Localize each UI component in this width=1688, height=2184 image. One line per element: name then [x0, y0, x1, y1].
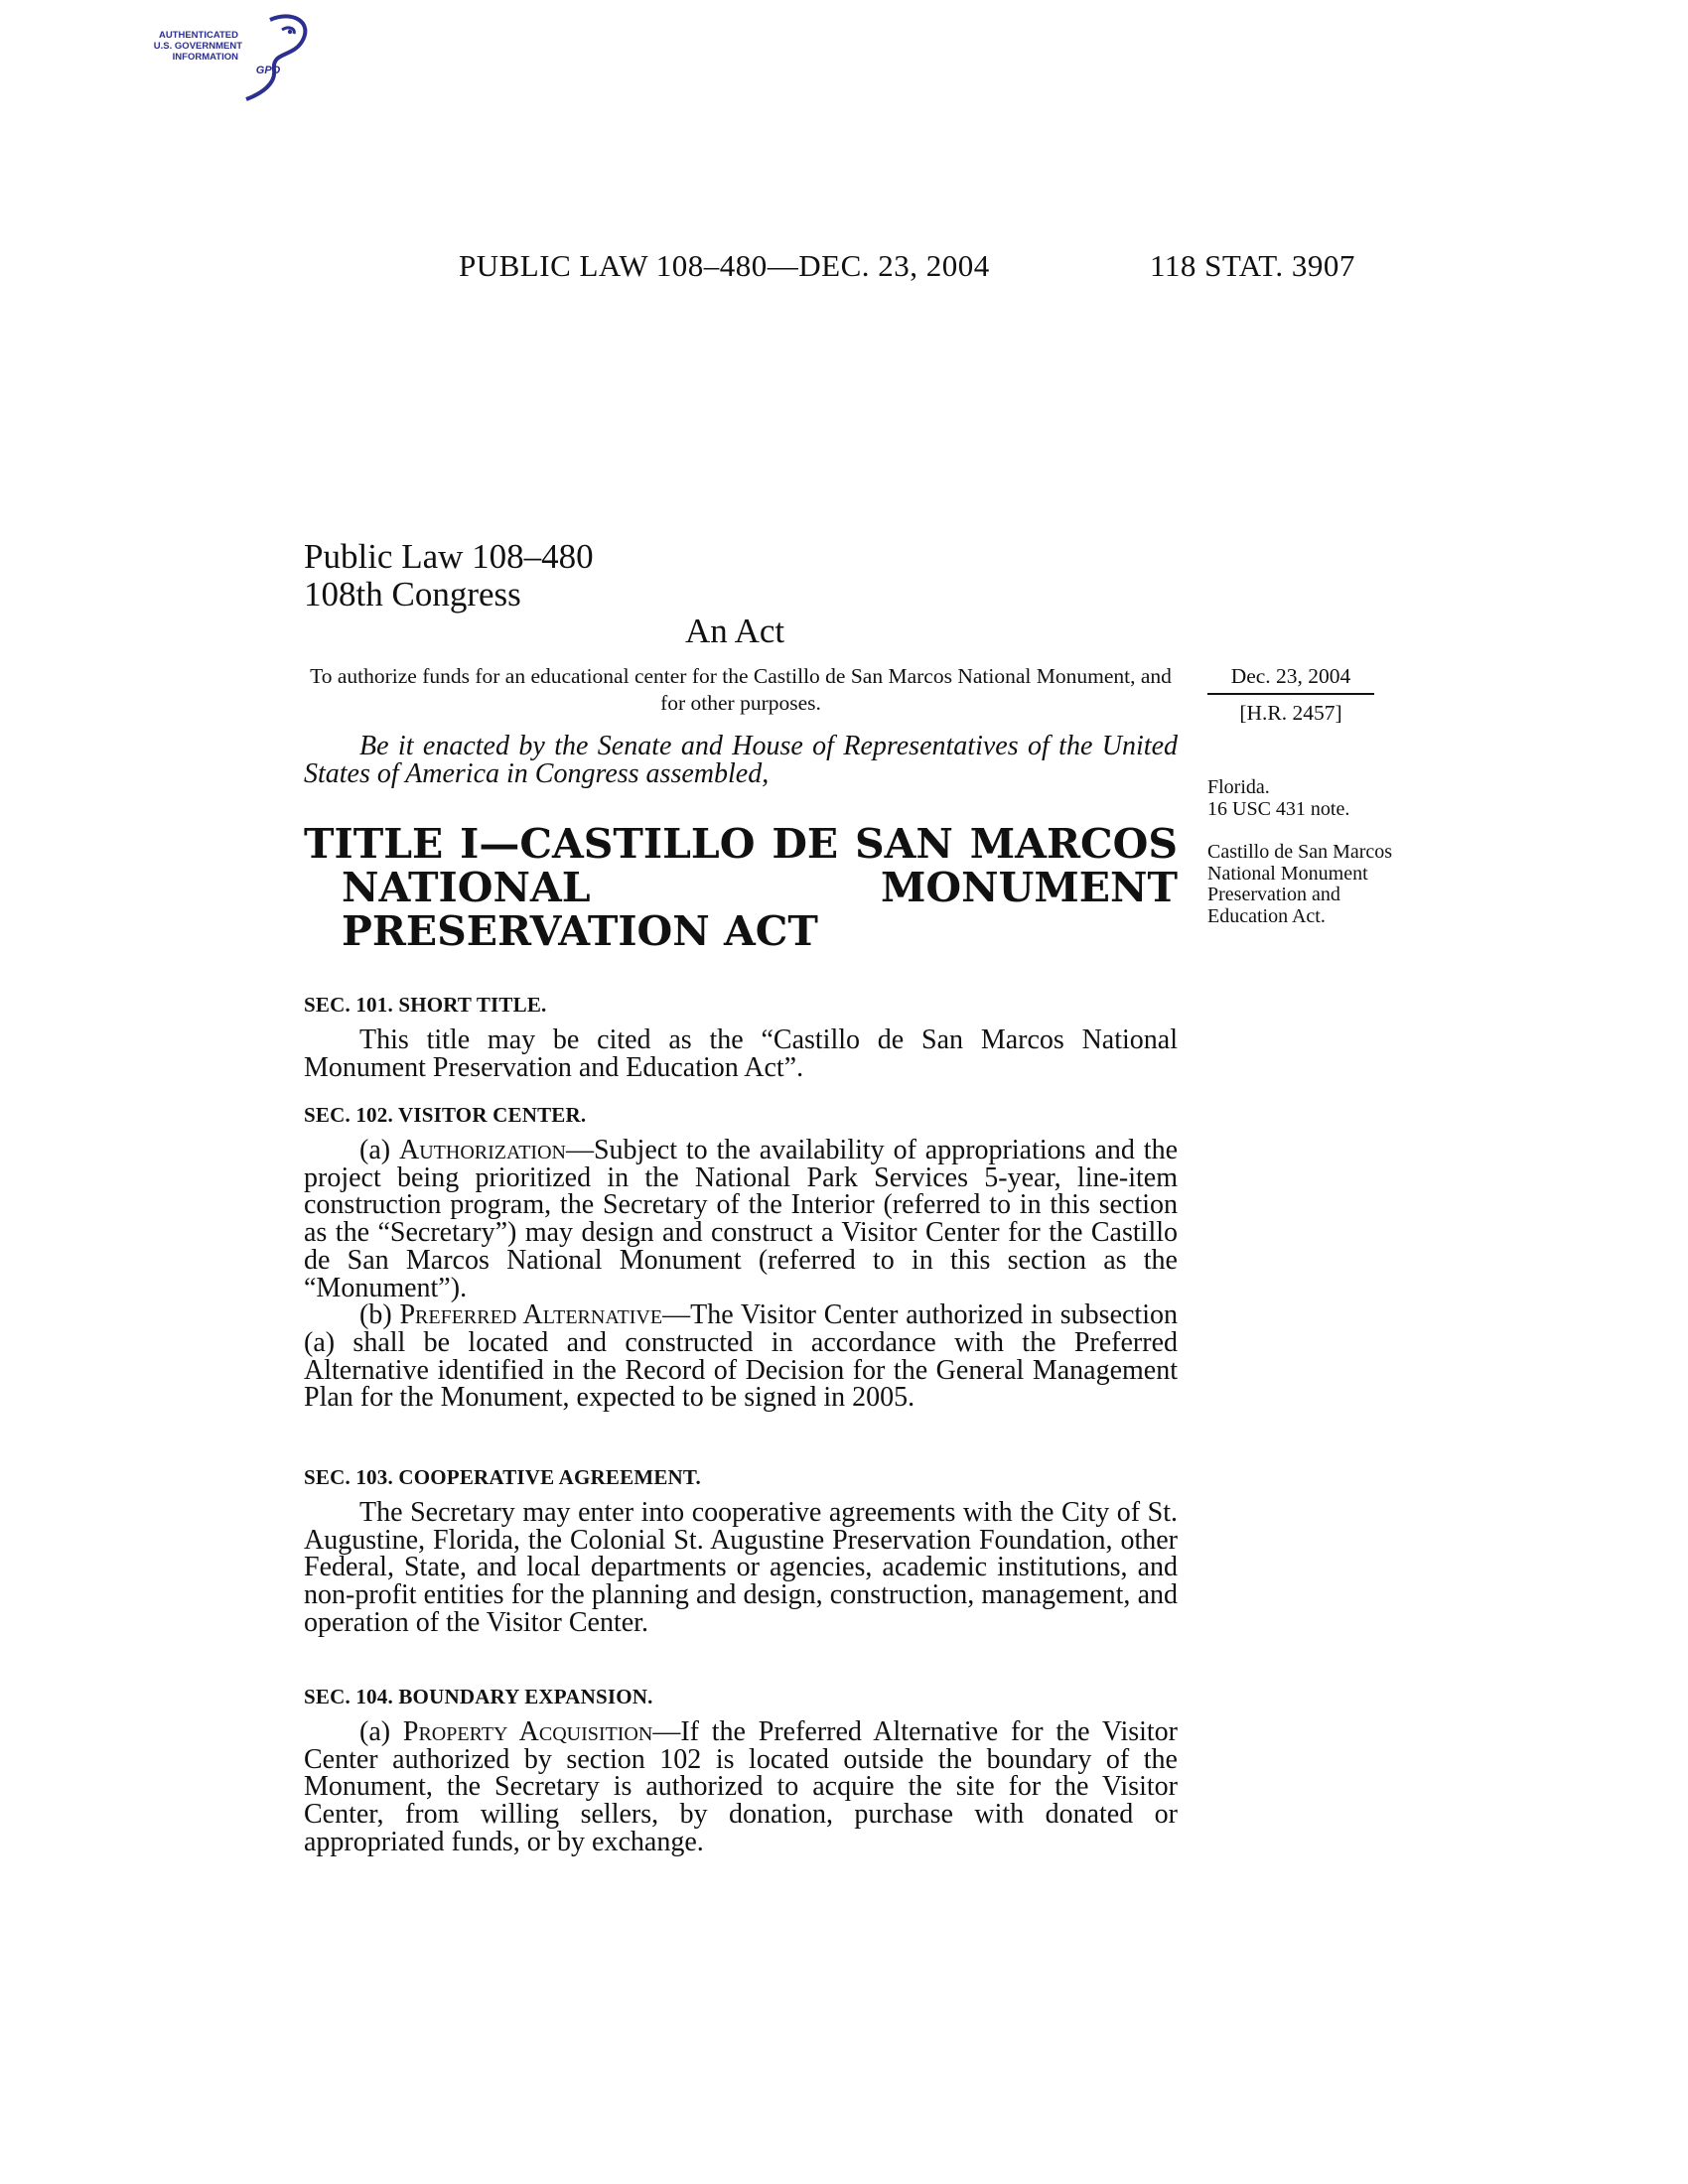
law-identification: [304, 538, 594, 614]
enactment-date: Dec. 23, 2004: [1230, 664, 1351, 688]
sec-104-heading: SEC. 104. BOUNDARY EXPANSION.: [304, 1685, 653, 1708]
sec-102-b-text: —The Visitor Center authorized in subsection (a) shall be located and constructed in accordance with the Preferred Alternative identified in the Record of Decision for the General Management Plan for the Monument, expected to be signed in 2005.: [304, 1299, 1178, 1414]
sec-102-heading: SEC. 102. VISITOR CENTER.: [304, 1103, 587, 1127]
enacting-clause-text: Be it enacted by the Senate and House of Representatives of the United States of America in Congress assembled,: [304, 731, 1178, 789]
logo-line-2: U.S. GOVERNMENT: [153, 41, 242, 52]
public-law-number: Public Law 108–480: [304, 537, 594, 576]
enacting-clause: [304, 733, 1178, 787]
sidenote-florida-text: Florida.: [1207, 776, 1270, 798]
logo-line-1: AUTHENTICATED: [158, 30, 238, 41]
logo-line-4: GPO: [255, 65, 281, 76]
act-label: An Act: [685, 612, 785, 650]
congress-number: 108th Congress: [304, 575, 521, 614]
sec-104-subsection-a: [304, 1718, 1178, 1856]
act-purpose: To authorize funds for an educational center for the Castillo de San Marcos National Monument, and for other purposes.: [310, 664, 1172, 715]
sec-104-a-label: (a): [359, 1716, 403, 1747]
running-head-left: PUBLIC LAW 108–480—DEC. 23, 2004: [459, 248, 990, 283]
sidenote-florida: [1207, 777, 1396, 820]
sidenote-short-title: Castillo de San Marcos National Monument Preservation and Education Act.: [1207, 841, 1393, 927]
sec-102-subsection-b: [304, 1301, 1178, 1412]
sec-104-a-caption: Property Acquisition: [402, 1716, 653, 1747]
sec-101-text: This title may be cited as the “Castillo de San Marcos National Monument Preservation and Education Act”.: [304, 1024, 1178, 1083]
sec-103-heading: SEC. 103. COOPERATIVE AGREEMENT.: [304, 1465, 702, 1489]
sec-102-a-label: (a): [359, 1135, 399, 1165]
gpo-eagle-icon: [143, 12, 322, 101]
margin-rule: [1207, 693, 1374, 695]
sec-103-text: The Secretary may enter into cooperative agreements with the City of St. Augustine, Florida, the Colonial St. Augustine Preservation Foundation, other Federal, State, and local departments or agencies, academic institutions, and non-profit entities for the planning and design, construction, management, and operation of the Visitor Center.: [304, 1497, 1178, 1638]
sec-102-subsection-a: [304, 1137, 1178, 1301]
sec-102-b-label: (b): [359, 1299, 400, 1331]
title-heading: TITLE I—CASTILLO DE SAN MARCOS NATIONAL MONUMENT PRESERVATION ACT: [304, 820, 1178, 955]
sec-104-body: [304, 1718, 1178, 1856]
margin-date-block: [1207, 663, 1374, 727]
sidenote-usc-text: 16 USC 431 note.: [1207, 797, 1350, 820]
sec-102-a-caption: Authorization: [399, 1135, 566, 1165]
sec-102-body: [304, 1137, 1178, 1412]
logo-line-3: INFORMATION: [172, 52, 238, 63]
sec-101-heading: SEC. 101. SHORT TITLE.: [304, 993, 547, 1017]
bill-number: [H.R. 2457]: [1239, 701, 1342, 725]
sec-101-body: [304, 1026, 1178, 1081]
sec-103-body: [304, 1499, 1178, 1637]
gpo-authenticated-logo: [143, 12, 322, 101]
sec-102-b-caption: Preferred Alternative: [399, 1299, 663, 1331]
sec-104-a-text: —If the Preferred Alternative for the Visitor Center authorized by section 102 is located outside the boundary of the Monument, the Secretary is authorized to acquire the site for the Visitor Center, from willing sellers, by donation, purchase with donated or appropriated funds, or by exchange.: [304, 1716, 1179, 1857]
running-head-right: 118 STAT. 3907: [1150, 248, 1355, 283]
sec-102-a-text: —Subject to the availability of appropriations and the project being prioritized in the National Park Services 5-year, line-item construction program, the Secretary of the Interior (referred to in this section as the “Secretary”) may design and construct a Visitor Center for the Castillo de San Marcos National Monument (referred to in this section as the “Monument”).: [304, 1135, 1178, 1303]
